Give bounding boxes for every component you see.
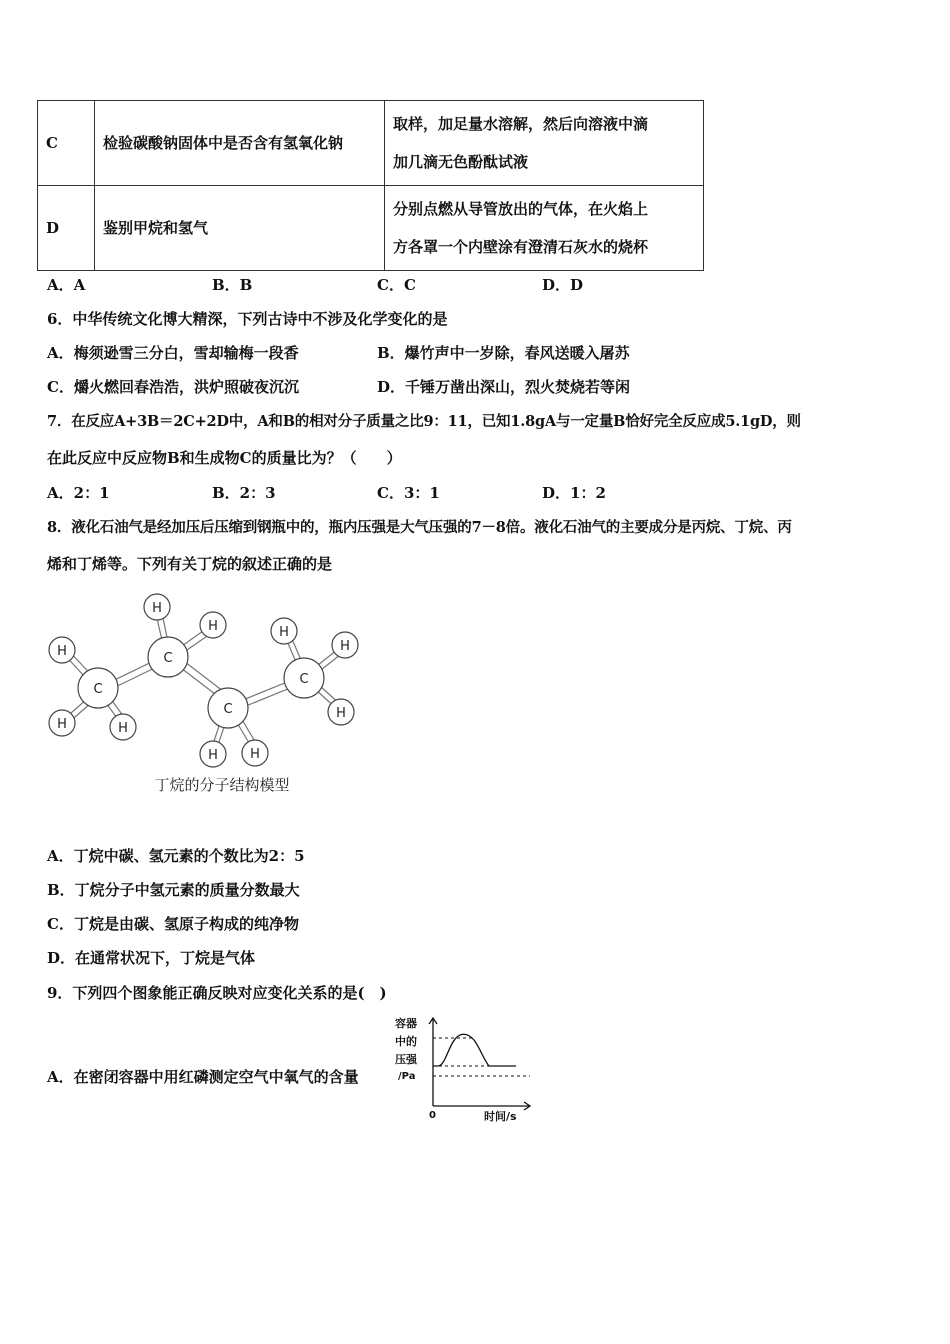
q7-option-a: A．2：1 — [47, 484, 110, 502]
table-row — [38, 186, 704, 271]
q6-option-d: D．千锤万凿出深山，烈火焚烧若等闲 — [377, 378, 631, 396]
row-method — [385, 186, 704, 271]
q8-option-a: A．丁烷中碳、氢元素的个数比为2：5 — [47, 847, 305, 865]
y-axis-label-line: 容器 — [395, 1017, 417, 1030]
q6-option-c: C．爝火燃回春浩浩，洪炉照破夜沉沉 — [47, 378, 299, 396]
q7-option-c: C．3：1 — [377, 484, 440, 502]
atom-label: H — [118, 721, 128, 736]
q7-stem-line1: 7．在反应A+3B＝2C+2D中，A和B的相对分子质量之比9：11，已知1.8gA与一定量B恰好完全反应成5.1gD，则 — [47, 413, 801, 430]
q8-option-d: D．在通常状况下，丁烷是气体 — [47, 949, 256, 967]
atom-label: H — [57, 644, 67, 659]
method-line: 分别点燃从导管放出的气体，在火焰上 — [393, 200, 649, 218]
method-line: 取样，加足量水溶解，然后向溶液中滴 — [393, 115, 649, 133]
q7-option-d: D．1：2 — [542, 484, 606, 502]
q8-stem-line2: 烯和丁烯等。下列有关丁烷的叙述正确的是 — [47, 555, 333, 573]
q7-stem-line2: 在此反应中反应物B和生成物C的质量比为？（ ） — [47, 449, 402, 467]
atom-label: C — [299, 672, 309, 687]
q5-option-d: D．D — [542, 276, 584, 294]
atom-label: H — [208, 619, 218, 634]
q8-option-c: C．丁烷是由碳、氢原子构成的纯净物 — [47, 915, 299, 933]
method-line: 方各罩一个内壁涂有澄清石灰水的烧杯 — [393, 238, 649, 256]
method-line: 加几滴无色酚酞试液 — [393, 153, 529, 171]
q6-option-a: A．梅须逊雪三分白，雪却输梅一段香 — [47, 344, 299, 362]
q8-option-b: B．丁烷分子中氢元素的质量分数最大 — [47, 881, 300, 899]
atom-label: H — [57, 717, 67, 732]
pressure-curve — [433, 1034, 516, 1066]
row-method — [385, 101, 704, 186]
atom-label: H — [279, 625, 289, 640]
atom-label: H — [336, 706, 346, 721]
atom-label: C — [93, 682, 103, 697]
q6-stem: 6．中华传统文化博大精深，下列古诗中不涉及化学变化的是 — [47, 310, 448, 328]
q7-option-b: B．2：3 — [212, 484, 276, 502]
atom-label: H — [250, 747, 260, 762]
q9-stem: 9．下列四个图象能正确反映对应变化关系的是( ) — [47, 984, 387, 1002]
y-axis-label-line: 中的 — [395, 1035, 417, 1048]
atom-label: H — [208, 748, 218, 763]
y-axis-label-line: 压强 — [395, 1053, 417, 1066]
atom-label: H — [340, 639, 350, 654]
options-table — [37, 100, 704, 271]
q5-option-b: B．B — [212, 276, 253, 294]
table-row — [38, 101, 704, 186]
atom-label: C — [163, 651, 173, 666]
pressure-time-graph — [392, 1012, 537, 1124]
row-letter: D — [38, 186, 95, 271]
q9-option-a: A．在密闭容器中用红磷测定空气中氧气的含量 — [47, 1068, 359, 1086]
y-axis-label-line: /Pa — [398, 1071, 416, 1082]
atom-label: C — [223, 702, 233, 717]
butane-molecule-figure — [40, 588, 370, 803]
q6-option-b: B．爆竹声中一岁除，春风送暖入屠苏 — [377, 344, 630, 362]
q5-option-c: C．C — [377, 276, 416, 294]
figure-caption: 丁烷的分子结构模型 — [154, 776, 290, 794]
row-purpose: 检验碳酸钠固体中是否含有氢氧化钠 — [95, 101, 385, 186]
q8-stem-line1: 8．液化石油气是经加压后压缩到钢瓶中的，瓶内压强是大气压强的7－8倍。液化石油气的主要成分是丙烷、丁烷、丙 — [47, 519, 792, 536]
origin-label: 0 — [429, 1110, 436, 1121]
x-axis-label: 时间/s — [484, 1110, 517, 1123]
q5-option-a: A．A — [47, 276, 86, 294]
row-letter: C — [38, 101, 95, 186]
atom-label: H — [152, 601, 162, 616]
row-purpose: 鉴别甲烷和氢气 — [95, 186, 385, 271]
